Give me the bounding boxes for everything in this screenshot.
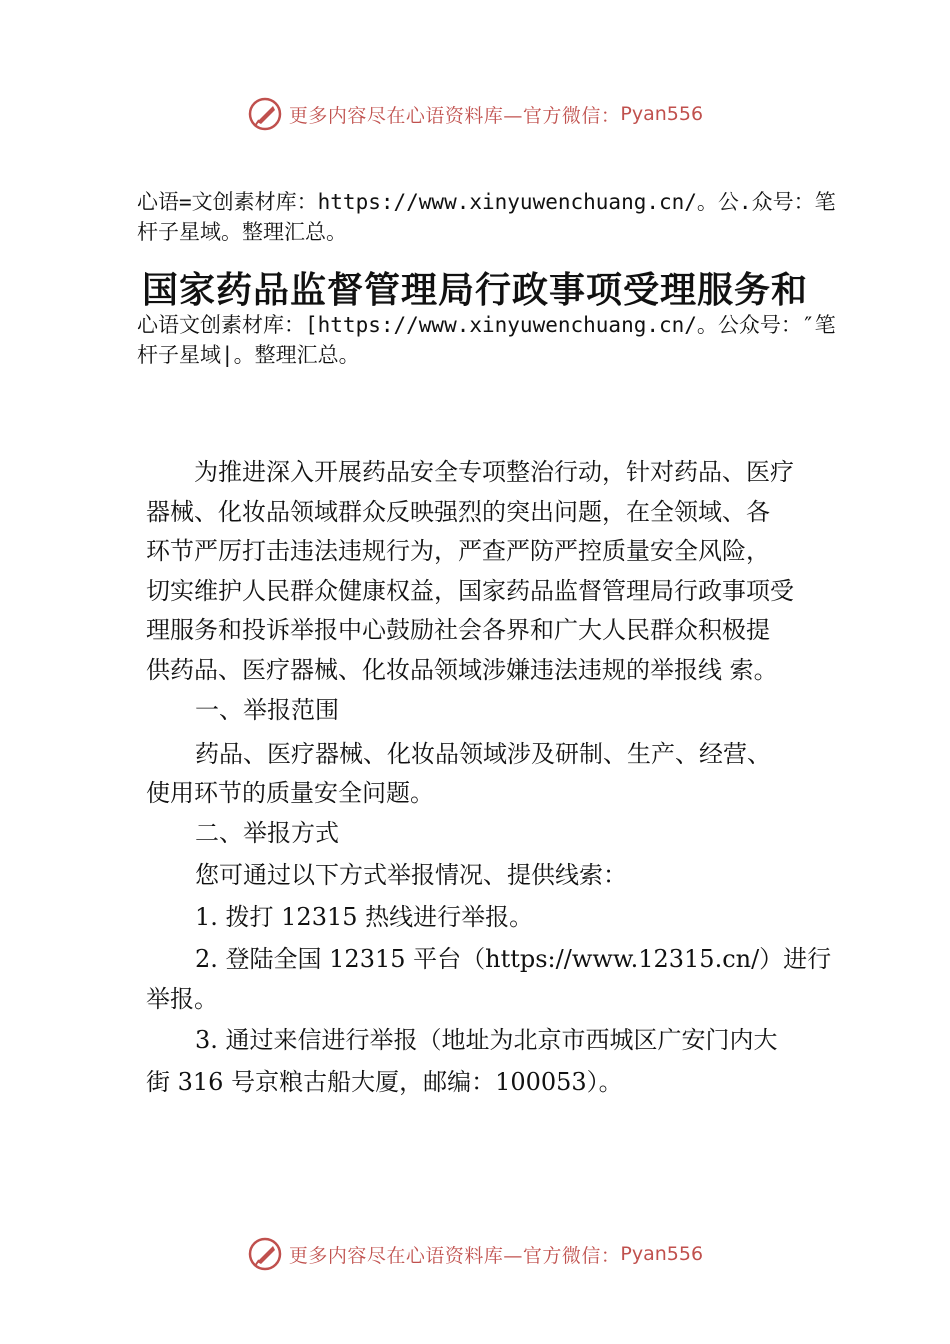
intro-line-1: 为推进深入开展药品安全专项整治行动，针对药品、医疗 <box>146 458 794 486</box>
banner-text: 更多内容尽在心语资料库—官方微信： <box>288 1244 621 1267</box>
section-2-heading: 二、举报方式 <box>195 819 339 847</box>
intro-line-6: 供药品、医疗器械、化妆品领域涉嫌违法违规的举报线 索。 <box>146 656 778 684</box>
intro-line-4: 切实维护人民群众健康权益，国家药品监督管理局行政事项受 <box>146 577 794 605</box>
section-2-intro: 您可通过以下方式举报情况、提供线索： <box>195 861 627 889</box>
banner-text: 更多内容尽在心语资料库—官方微信： <box>288 104 621 127</box>
banner-wechat-id: Pyan556 <box>620 1243 704 1265</box>
quill-logo-icon <box>247 1236 283 1272</box>
section-1-heading: 一、举报范围 <box>195 696 339 724</box>
bottom-watermark-banner <box>0 1232 950 1276</box>
document-title: 国家药品监督管理局行政事项受理服务和 <box>141 269 808 311</box>
section-1-line-1: 药品、医疗器械、化妆品领域涉及研制、生产、经营、 <box>195 740 771 768</box>
method-item-1: 1. 拨打 12315 热线进行举报。 <box>195 903 534 931</box>
quill-logo-icon <box>247 96 283 132</box>
method-item-3: 3. 通过来信进行举报（地址为北京市西城区广安门内大 <box>195 1026 778 1054</box>
section-1-line-2: 使用环节的质量安全问题。 <box>146 779 434 807</box>
top-watermark-banner <box>0 92 950 136</box>
method-item-2: 2. 登陆全国 12315 平台（https://www.12315.cn/）进行 <box>195 945 832 973</box>
intro-line-3: 环节严厉打击违法违规行为，严查严防严控质量安全风险， <box>146 537 770 565</box>
banner-wechat-id: Pyan556 <box>620 103 704 125</box>
method-item-3-cont: 街 316 号京粮古船大厦，邮编：100053）。 <box>146 1068 623 1096</box>
intro-line-5: 理服务和投诉举报中心鼓励社会各界和广大人民群众积极提 <box>146 616 770 644</box>
source-note-2: 心语文创素材库：[https://www.xinyuwenchuang.cn/。公众号：″笔杆子星域|。整理汇总。 <box>137 313 836 367</box>
method-item-2-cont: 举报。 <box>146 985 218 1013</box>
source-note-1: 心语=文创素材库：https://www.xinyuwenchuang.cn/。公.众号：笔杆子星域。整理汇总。 <box>137 190 836 244</box>
intro-line-2: 器械、化妆品领域群众反映强烈的突出问题，在全领域、各 <box>146 498 770 526</box>
